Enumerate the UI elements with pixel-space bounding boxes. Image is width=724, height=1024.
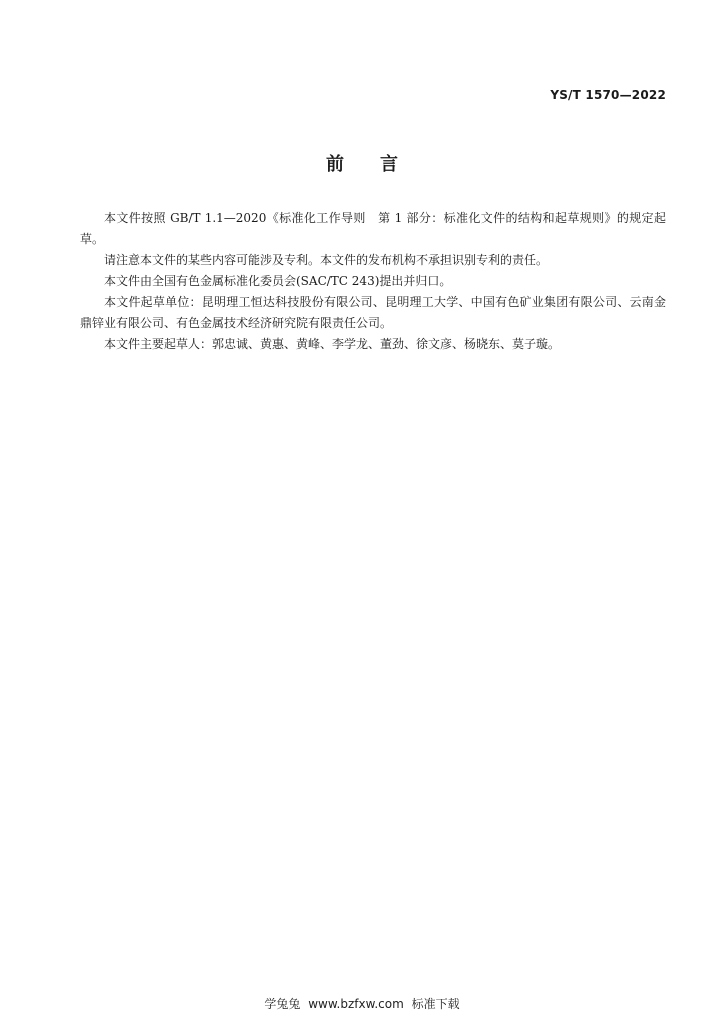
paragraph-proposer: 本文件由全国有色金属标准化委员会(SAC/TC 243)提出并归口。 <box>104 274 452 288</box>
footer-site-name: 学兔兔 <box>264 997 301 1011</box>
paragraph-patent-notice: 请注意本文件的某些内容可能涉及专利。本文件的发布机构不承担识别专利的责任。 <box>104 253 549 267</box>
footer-tagline: 标准下载 <box>411 997 460 1011</box>
standard-number: YS/T 1570—2022 <box>550 88 666 102</box>
paragraph-drafters: 本文件主要起草人：郭忠诚、黄惠、黄峰、李学龙、董劲、徐文彦、杨晓东、莫子璇。 <box>104 337 561 351</box>
footer-url[interactable]: www.bzfxw.com <box>308 997 404 1011</box>
foreword-body <box>80 208 666 355</box>
paragraph-drafting-rules: 本文件按照 GB/T 1.1—2020《标准化工作导则 第 1 部分：标准化文件的结构和起草规则》的规定起草。 <box>80 211 666 246</box>
paragraph-drafting-units: 本文件起草单位：昆明理工恒达科技股份有限公司、昆明理工大学、中国有色矿业集团有限公司、云南金鼎锌业有限公司、有色金属技术经济研究院有限责任公司。 <box>80 295 666 330</box>
footer-watermark <box>0 995 724 1012</box>
page-title: 前言 <box>326 154 434 175</box>
